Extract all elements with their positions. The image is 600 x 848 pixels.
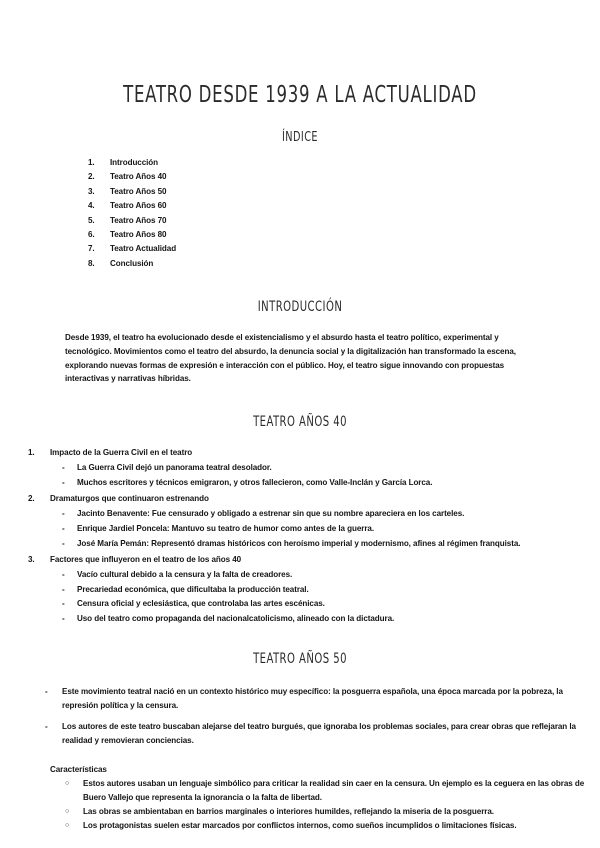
caracteristicas-block <box>0 763 600 833</box>
teatro-anios-50-heading: TEATRO AÑOS 50 <box>253 651 347 668</box>
dash-marker: - <box>62 538 65 548</box>
list-item[interactable] <box>88 185 600 199</box>
list-item[interactable] <box>88 228 600 242</box>
introduccion-paragraph: Desde 1939, el teatro ha evolucionado desde el existencialismo y el absurdo hasta el teatro político, experimental y tecnológico. Movimientos como el teatro del absurdo, la denuncia social y la digitalización han transformado la escena, explorando nuevas formas de expresión e interacción con el público. Hoy, el teatro sigue innovando con propuestas interactivas y narrativas híbridas. <box>65 332 516 384</box>
teatro-anios-40-heading: TEATRO AÑOS 40 <box>253 414 347 431</box>
list-item <box>0 612 600 626</box>
index-item-label: Introducción <box>110 158 159 167</box>
list-item-number: 1. <box>28 448 35 458</box>
index-item-label: Teatro Años 50 <box>110 186 167 196</box>
list-item[interactable] <box>88 257 600 271</box>
document-title: TEATRO DESDE 1939 A LA ACTUALIDAD <box>123 82 477 108</box>
list-item[interactable] <box>88 170 600 184</box>
list-item-number: 3. <box>28 554 35 564</box>
index-item-label: Teatro Actualidad <box>110 244 177 254</box>
index-heading: ÍNDICE <box>282 129 318 145</box>
list-item-text: Impacto de la Guerra Civil en el teatro <box>50 448 193 458</box>
circle-bullet-icon: ○ <box>65 779 70 787</box>
list-item-text: Este movimiento teatral nació en un contexto histórico muy específico: la posguerra española, una época marcada por la pobreza, la represión política y la censura. <box>62 687 563 711</box>
index-item-label: Conclusión <box>110 258 154 268</box>
list-item-number: 2. <box>28 494 35 504</box>
list-item-text: Precariedad económica, que dificultaba la producción teatral. <box>77 584 309 594</box>
list-item-text: Las obras se ambientaban en barrios marginales o interiores humildes, reflejando la miseria de la posguerra. <box>83 806 494 816</box>
dash-marker: - <box>45 687 48 697</box>
list-item <box>0 597 600 611</box>
list-item[interactable] <box>88 156 600 170</box>
list-item <box>0 476 600 490</box>
index-item-label: Teatro Años 60 <box>110 201 167 211</box>
list-item <box>0 553 600 567</box>
index-item-number: 5. <box>88 215 95 225</box>
introduccion-heading-wrap <box>0 299 600 316</box>
dash-marker: - <box>62 523 65 533</box>
list-item-text: La Guerra Civil dejó un panorama teatral desolador. <box>77 463 272 473</box>
index-list <box>88 156 600 271</box>
index-item-label: Teatro Años 80 <box>110 230 167 240</box>
list-item-text: Vacío cultural debido a la censura y la falta de creadores. <box>77 569 293 579</box>
list-item <box>0 522 600 536</box>
list-item-text: Uso del teatro como propaganda del nacionalcatolicismo, alineado con la dictadura. <box>77 614 395 624</box>
teatro-anios-40-list <box>0 446 600 626</box>
dash-marker: - <box>62 509 65 518</box>
index-item-number: 2. <box>88 172 95 182</box>
dash-marker: - <box>62 614 65 624</box>
list-item-text: Censura oficial y eclesiástica, que controlaba las artes escénicas. <box>77 599 325 609</box>
spacer <box>0 713 600 720</box>
list-item <box>0 507 600 521</box>
teatro-anios-50-bullets <box>0 685 600 748</box>
list-item-text: Enrique Jardiel Poncela: Mantuvo su teatro de humor como antes de la guerra. <box>77 523 374 533</box>
circle-bullet-icon: ○ <box>65 807 70 815</box>
list-item-text: José María Pemán: Representó dramas históricos con heroísmo imperial y modernismo, afines al régimen franquista. <box>77 538 521 548</box>
list-item <box>0 568 600 582</box>
list-item[interactable] <box>88 214 600 228</box>
dash-marker: - <box>62 478 65 488</box>
circle-bullet-icon: ○ <box>65 821 70 829</box>
index-item-number: 7. <box>88 244 95 254</box>
list-item <box>0 537 600 551</box>
list-item <box>0 446 600 460</box>
dash-marker: - <box>62 463 65 473</box>
dash-marker: - <box>62 599 65 609</box>
dash-marker: - <box>45 722 48 732</box>
index-heading-wrap <box>0 108 600 145</box>
list-item <box>0 461 600 475</box>
list-item <box>0 805 600 819</box>
index-item-label: Teatro Años 40 <box>110 172 167 182</box>
list-item[interactable] <box>88 199 600 213</box>
dash-marker: - <box>62 584 65 594</box>
list-item-text: Los autores de este teatro buscaban alejarse del teatro burgués, que ignoraba los problemas sociales, para crear obras que reflejaran la realidad y removieran conciencias. <box>62 722 576 745</box>
index-section <box>0 156 600 271</box>
index-item-number: 6. <box>88 230 95 240</box>
list-item-text: Factores que influyeron en el teatro de los años 40 <box>50 554 242 564</box>
caracteristicas-label: Características <box>50 764 107 774</box>
index-item-number: 1. <box>88 158 95 167</box>
dash-marker: - <box>62 569 65 579</box>
list-item <box>0 720 600 748</box>
index-item-number: 4. <box>88 201 95 211</box>
list-item-text: Los protagonistas suelen estar marcados por conflictos internos, como sueños incumplidos o limitaciones físicas. <box>83 820 517 830</box>
list-item <box>0 777 600 805</box>
list-item-text: Estos autores usaban un lenguaje simbólico para criticar la realidad sin caer en la censura. Un ejemplo es la ceguera en las obras de Buero Vallejo que representa la ignorancia o la falta de libertad. <box>83 778 585 802</box>
index-item-label: Teatro Años 70 <box>110 215 167 225</box>
list-item <box>0 685 600 713</box>
list-item-text: Dramaturgos que continuaron estrenando <box>50 494 209 504</box>
list-item-text: Jacinto Benavente: Fue censurado y obligado a estrenar sin que su nombre apareciera en los carteles. <box>77 509 465 518</box>
index-item-number: 3. <box>88 186 95 196</box>
teatro-anios-50-heading-wrap <box>0 651 600 668</box>
introduccion-heading: INTRODUCCIÓN <box>257 298 343 315</box>
list-item <box>0 583 600 597</box>
document-title-wrap <box>0 0 600 108</box>
list-item[interactable] <box>88 242 600 256</box>
list-item <box>0 492 600 506</box>
teatro-anios-40-heading-wrap <box>0 414 600 431</box>
list-item-text: Muchos escritores y técnicos emigraron, y otros fallecieron, como Valle-Inclán y García Lorca. <box>77 478 433 488</box>
list-item <box>0 819 600 833</box>
index-item-number: 8. <box>88 258 95 268</box>
